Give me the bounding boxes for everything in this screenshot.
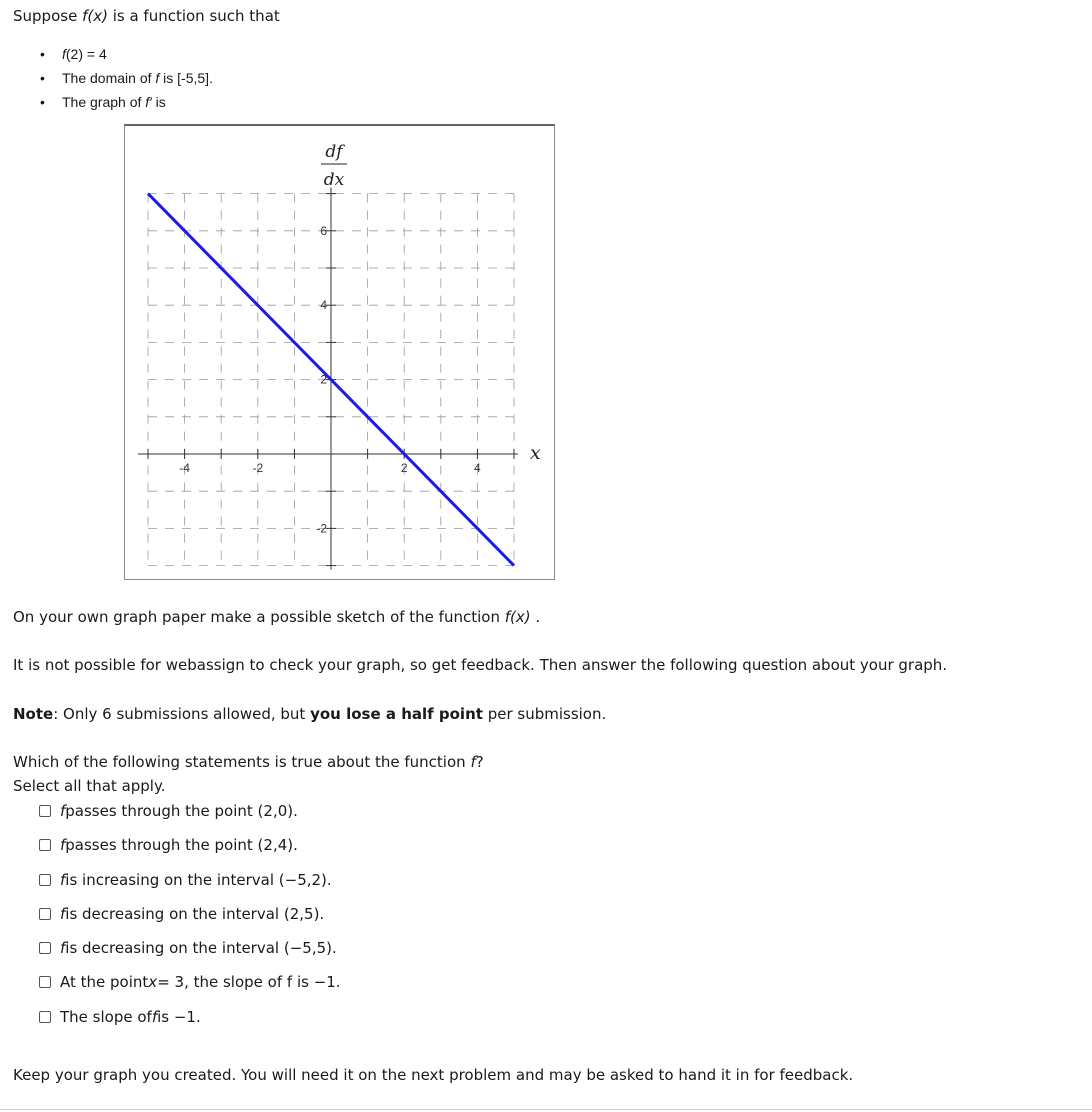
intro-text: Suppose f(x) is a function such that [13,7,280,25]
page-bottom-rule [0,1109,1092,1110]
option-5-checkbox[interactable] [39,942,51,954]
option-3[interactable]: f is increasing on the interval (−5,2). [39,871,332,889]
option-7-checkbox[interactable] [39,1011,51,1023]
select-all-hint: Select all that apply. [13,777,166,795]
question-text: Which of the following statements is true about the function f? [13,753,484,771]
intro-function: f(x) [82,7,108,25]
x-tick-label: -2 [252,461,264,475]
footer-text: Keep your graph you created. You will need it on the next problem and may be asked to hand it in for feedback. [13,1066,854,1084]
y-tick-label: 2 [320,372,327,387]
x-tick-label: 4 [474,461,481,475]
option-1[interactable]: f passes through the point (2,0). [39,802,298,820]
chart-title-denominator: dx [323,170,345,190]
submission-note: Note: Only 6 submissions allowed, but you lose a half point per submission. [13,705,607,723]
sketch-instruction: On your own graph paper make a possible sketch of the function f(x) . [13,608,541,626]
y-tick-label: -2 [316,521,327,536]
option-3-checkbox[interactable] [39,874,51,886]
option-6[interactable]: At the point x = 3, the slope of f is −1. [39,973,341,991]
y-tick-label: 6 [320,223,327,238]
option-5[interactable]: f is decreasing on the interval (−5,5). [39,939,337,957]
option-4[interactable]: f is decreasing on the interval (2,5). [39,905,324,923]
feedback-text: It is not possible for webassign to check your graph, so get feedback. Then answer the following question about your graph. [13,656,948,674]
option-4-checkbox[interactable] [39,908,51,920]
derivative-chart [125,126,556,582]
bullet-value: • f(2) = 4 [40,46,107,62]
option-1-checkbox[interactable] [39,805,51,817]
x-axis-label: x [530,442,541,464]
derivative-graph [124,124,555,580]
bullet-domain: • The domain of f is [-5,5]. [40,70,213,86]
option-6-checkbox[interactable] [39,976,51,988]
y-tick-label: 4 [320,298,327,313]
option-2-checkbox[interactable] [39,839,51,851]
x-tick-label: 2 [400,461,408,475]
option-2[interactable]: f passes through the point (2,4). [39,836,298,854]
option-7[interactable]: The slope of f is −1. [39,1008,201,1026]
bullet-graph: • The graph of f′ is [40,94,166,110]
x-tick-label: -4 [179,461,190,475]
chart-title-numerator: df [325,142,343,162]
